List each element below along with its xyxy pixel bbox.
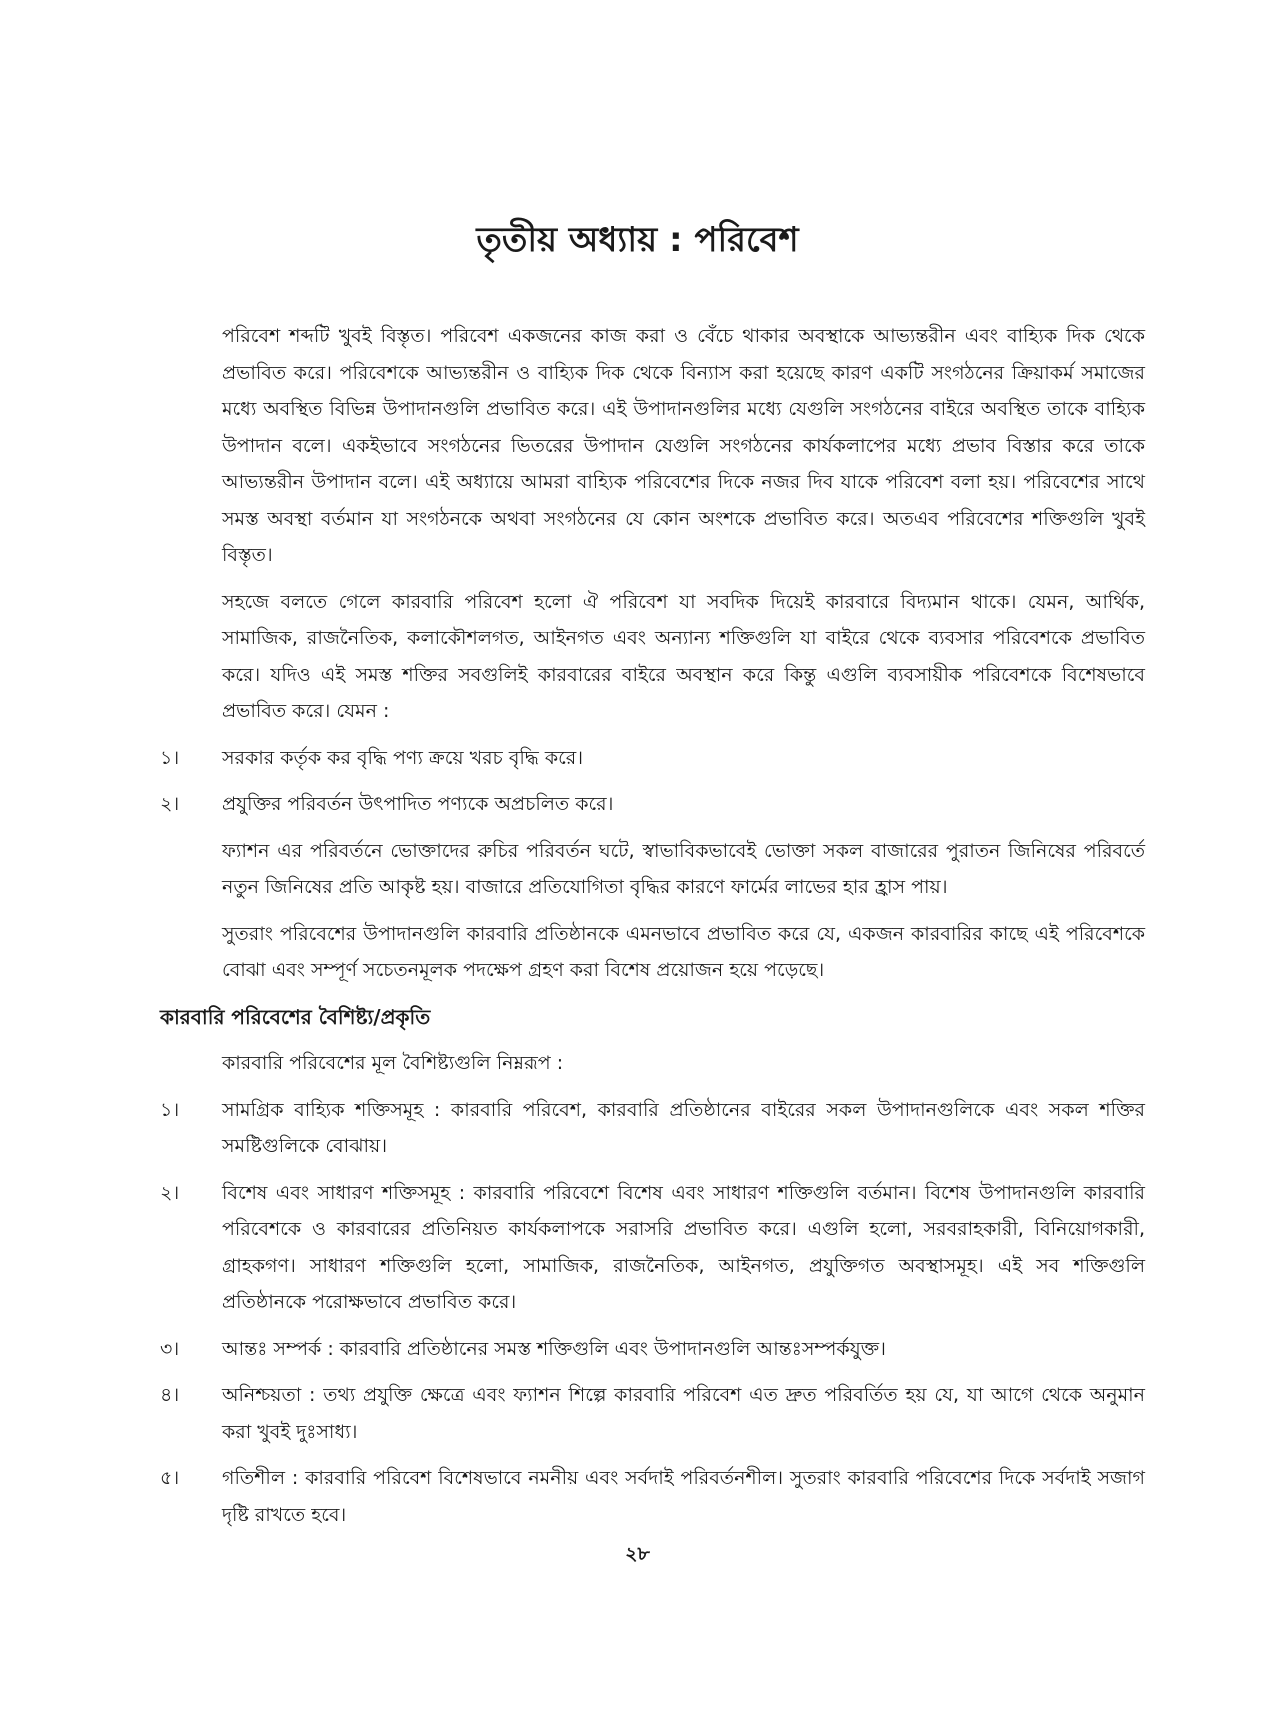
- list-text: গতিশীল : কারবারি পরিবেশ বিশেষভাবে নমনীয় এবং সর্বদাই পরিবর্তনশীল। সুতরাং কারবারি পরিবেশের দিকে সর্বদাই সজাগ দৃষ্টি রাখতে হবে।: [222, 1467, 1145, 1526]
- list-text: প্রযুক্তির পরিবর্তন উৎপাদিত পণ্যকে অপ্রচলিত করে।: [222, 793, 614, 815]
- list-item: [160, 786, 1145, 823]
- body-paragraph: ফ্যাশন এর পরিবর্তনে ভোক্তাদের রুচির পরিবর্তন ঘটে, স্বাভাবিকভাবেই ভোক্তা সকল বাজারের পুরাতন জিনিষের পরিবর্তে নতুন জিনিষের প্রতি আকৃষ্ট হয়। বাজারে প্রতিযোগিতা বৃদ্ধির কারণে ফার্মের লাভের হার হ্রাস পায়।: [222, 839, 1145, 898]
- list-text: সরকার কর্তৃক কর বৃদ্ধি পণ্য ক্রয়ে খরচ বৃদ্ধি করে।: [222, 746, 584, 769]
- list-number: ২।: [160, 793, 180, 815]
- page-number: ২৮: [625, 1543, 650, 1565]
- chapter-title: তৃতীয় অধ্যায় : পরিবেশ: [476, 220, 799, 260]
- list-text: অনিশ্চয়তা : তথ্য প্রযুক্তি ক্ষেত্রে এবং ফ্যাশন শিল্পে কারবারি পরিবেশ এত দ্রুত পরিবর্তিত হয় যে, যা আগে থেকে অনুমান করা খুবই দুঃসাধ্য।: [222, 1384, 1145, 1443]
- list-item: [160, 1460, 1145, 1533]
- intro-paragraph: পরিবেশ শব্দটি খুবই বিস্তৃত। পরিবেশ একজনের কাজ করা ও বেঁচে থাকার অবস্থাকে আভ্যন্তরীন এবং বাহ্যিক দিক থেকে প্রভাবিত করে। পরিবেশকে আভ্যন্তরীন ও বাহ্যিক দিক থেকে বিন্যাস করা হয়েছে কারণ একটি সংগঠনের ক্রিয়াকর্ম সমাজের মধ্যে অবস্থিত বিভিন্ন উপাদানগুলি প্রভাবিত করে। এই উপাদানগুলির মধ্যে যেগুলি সংগঠনের বাইরে অবস্থিত তাকে বাহ্যিক উপাদান বলে। একইভাবে সংগঠনের ভিতরের উপাদান যেগুলি সংগঠনের কার্যকলাপের মধ্যে প্রভাব বিস্তার করে তাকে আভ্যন্তরীন উপাদান বলে। এই অধ্যায়ে আমরা বাহ্যিক পরিবেশের দিকে নজর দিব যাকে পরিবেশ বলা হয়। পরিবেশের সাথে সমস্ত অবস্থা বর্তমান যা সংগঠনকে অথবা সংগঠনের যে কোন অংশকে প্রভাবিত করে। অতএব পরিবেশের শক্তিগুলি খুবই বিস্তৃত।: [222, 325, 1145, 566]
- list-text: আন্তঃ সম্পর্ক : কারবারি প্রতিষ্ঠানের সমস্ত শক্তিগুলি এবং উপাদানগুলি আন্তঃসম্পর্কযুক্ত।: [222, 1337, 886, 1360]
- list-number: ৪।: [160, 1384, 180, 1406]
- body-paragraph: সুতরাং পরিবেশের উপাদানগুলি কারবারি প্রতিষ্ঠানকে এমনভাবে প্রভাবিত করে যে, একজন কারবারির কাছে এই পরিবেশকে বোঝা এবং সম্পূর্ণ সচেতনমূলক পদক্ষেপ গ্রহণ করা বিশেষ প্রয়োজন হয়ে পড়েছে।: [222, 922, 1145, 981]
- page-content: [160, 318, 1145, 1543]
- list-item: [160, 1092, 1145, 1165]
- section-heading: কারবারি পরিবেশের বৈশিষ্ট্য/প্রকৃতি: [160, 1004, 431, 1029]
- list-item: [160, 1377, 1145, 1450]
- list-number: ২।: [160, 1181, 180, 1204]
- list-item: [160, 1331, 1145, 1368]
- list-number: ১।: [160, 746, 180, 769]
- list-text: বিশেষ এবং সাধারণ শক্তিসমূহ : কারবারি পরিবেশে বিশেষ এবং সাধারণ শক্তিগুলি বর্তমান। বিশেষ উপাদানগুলি কারবারি পরিবেশকে ও কারবারের প্রতিনিয়ত কার্যকলাপকে সরাসরি প্রভাবিত করে। এগুলি হলো, সরবরাহকারী, বিনিয়োগকারী, গ্রাহকগণ। সাধারণ শক্তিগুলি হলো, সামাজিক, রাজনৈতিক, আইনগত, প্রযুক্তিগত অবস্থাসমূহ। এই সব শক্তিগুলি প্রতিষ্ঠানকে পরোক্ষভাবে প্রভাবিত করে।: [222, 1181, 1145, 1313]
- list-text: সামগ্রিক বাহ্যিক শক্তিসমূহ : কারবারি পরিবেশ, কারবারি প্রতিষ্ঠানের বাইরের সকল উপাদানগুলিকে এবং সকল শক্তির সমষ্টিগুলিকে বোঝায়।: [222, 1098, 1145, 1157]
- list-item: [160, 1175, 1145, 1321]
- list-number: ৫।: [160, 1467, 180, 1489]
- list-number: ১।: [160, 1098, 180, 1121]
- section-intro: কারবারি পরিবেশের মূল বৈশিষ্ট্যগুলি নিম্নরূপ :: [222, 1052, 564, 1074]
- intro-paragraph: সহজে বলতে গেলে কারবারি পরিবেশ হলো ঐ পরিবেশ যা সবদিক দিয়েই কারবারে বিদ্যমান থাকে। যেমন, আর্থিক, সামাজিক, রাজনৈতিক, কলাকৌশলগত, আইনগত এবং অন্যান্য শক্তিগুলি যা বাইরে থেকে ব্যবসার পরিবেশকে প্রভাবিত করে। যদিও এই সমস্ত শক্তির সবগুলিই কারবারের বাইরে অবস্থান করে কিন্তু এগুলি ব্যবসায়ীক পরিবেশকে বিশেষভাবে প্রভাবিত করে। যেমন :: [222, 590, 1145, 722]
- list-item: [160, 740, 1145, 777]
- list-number: ৩।: [160, 1337, 180, 1360]
